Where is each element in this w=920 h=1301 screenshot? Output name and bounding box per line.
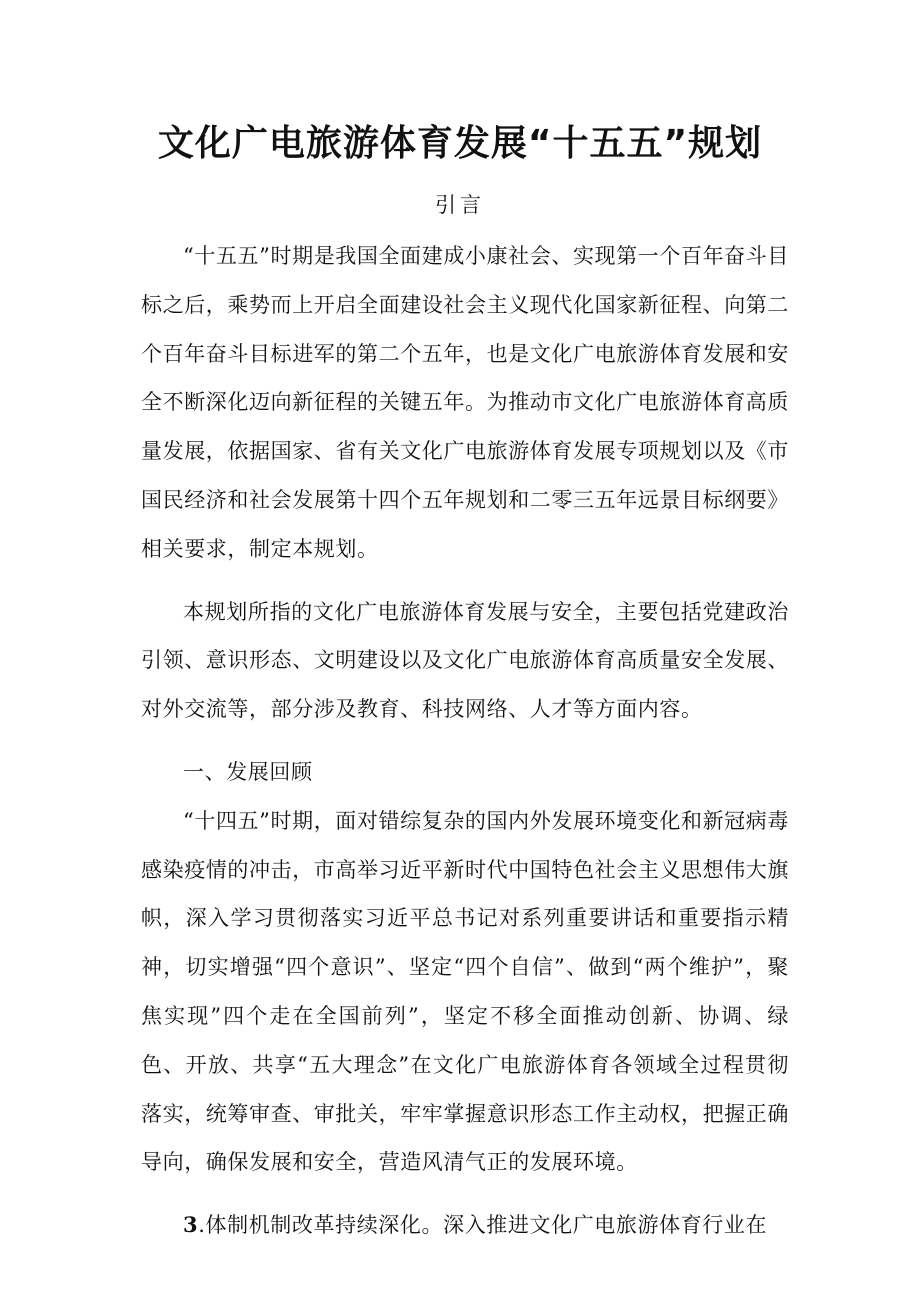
intro-paragraph-2: 本规划所指的文化广电旅游体育发展与安全，主要包括党建政治引领、意识形态、文明建设以及文化广电旅游体育高质量安全发展、对外交流等，部分涉及教育、科技网络、人才等方面内容。 bbox=[141, 599, 789, 722]
document-body bbox=[141, 232, 789, 1250]
intro-paragraph-1: “十五五”时期是我国全面建成小康社会、实现第一个百年奋斗目标之后，乘势而上开启全面建设社会主义现代化国家新征程、向第二个百年奋斗目标进军的第二个五年，也是文化广电旅游体育发展和安全不断深化迈向新征程的关键五年。为推动市文化广电旅游体育高质量发展，依据国家、省有关文化广电旅游体育发展专项规划以及《市国民经济和社会发展第十四个五年规划和二零三五年远景目标纲要》相关要求，制定本规划。 bbox=[141, 244, 789, 561]
list-item-text: .体制机制改革持续深化。深入推进文化广电旅游体育行业在 bbox=[198, 1213, 768, 1238]
review-paragraph: “十四五”时期，面对错综复杂的国内外发展环境变化和新冠病毒感染疫情的冲击，市高举习近平新时代中国特色社会主义思想伟大旗帜，深入学习贯彻落实习近平总书记对系列重要讲话和重要指示精神，切实增强“四个意识”、坚定“四个自信”、做到“两个维护”，聚焦实现”四个走在全国前列”，坚定不移全面推动创新、协调、绿色、开放、共享“五大理念”在文化广电旅游体育各领域全过程贯彻落实，统筹审查、审批关，牢牢掌握意识形态工作主动权，把握正确导向，确保发展和安全，营造风清气正的发展环境。 bbox=[141, 808, 789, 1175]
section-heading-review: 一、发展回顾 bbox=[183, 759, 313, 784]
document-subtitle: 引言 bbox=[435, 193, 485, 217]
document-title: 文化广电旅游体育发展“十五五”规划 bbox=[157, 123, 763, 164]
list-item-number: 3 bbox=[183, 1212, 199, 1238]
list-item-3 bbox=[141, 1201, 789, 1250]
